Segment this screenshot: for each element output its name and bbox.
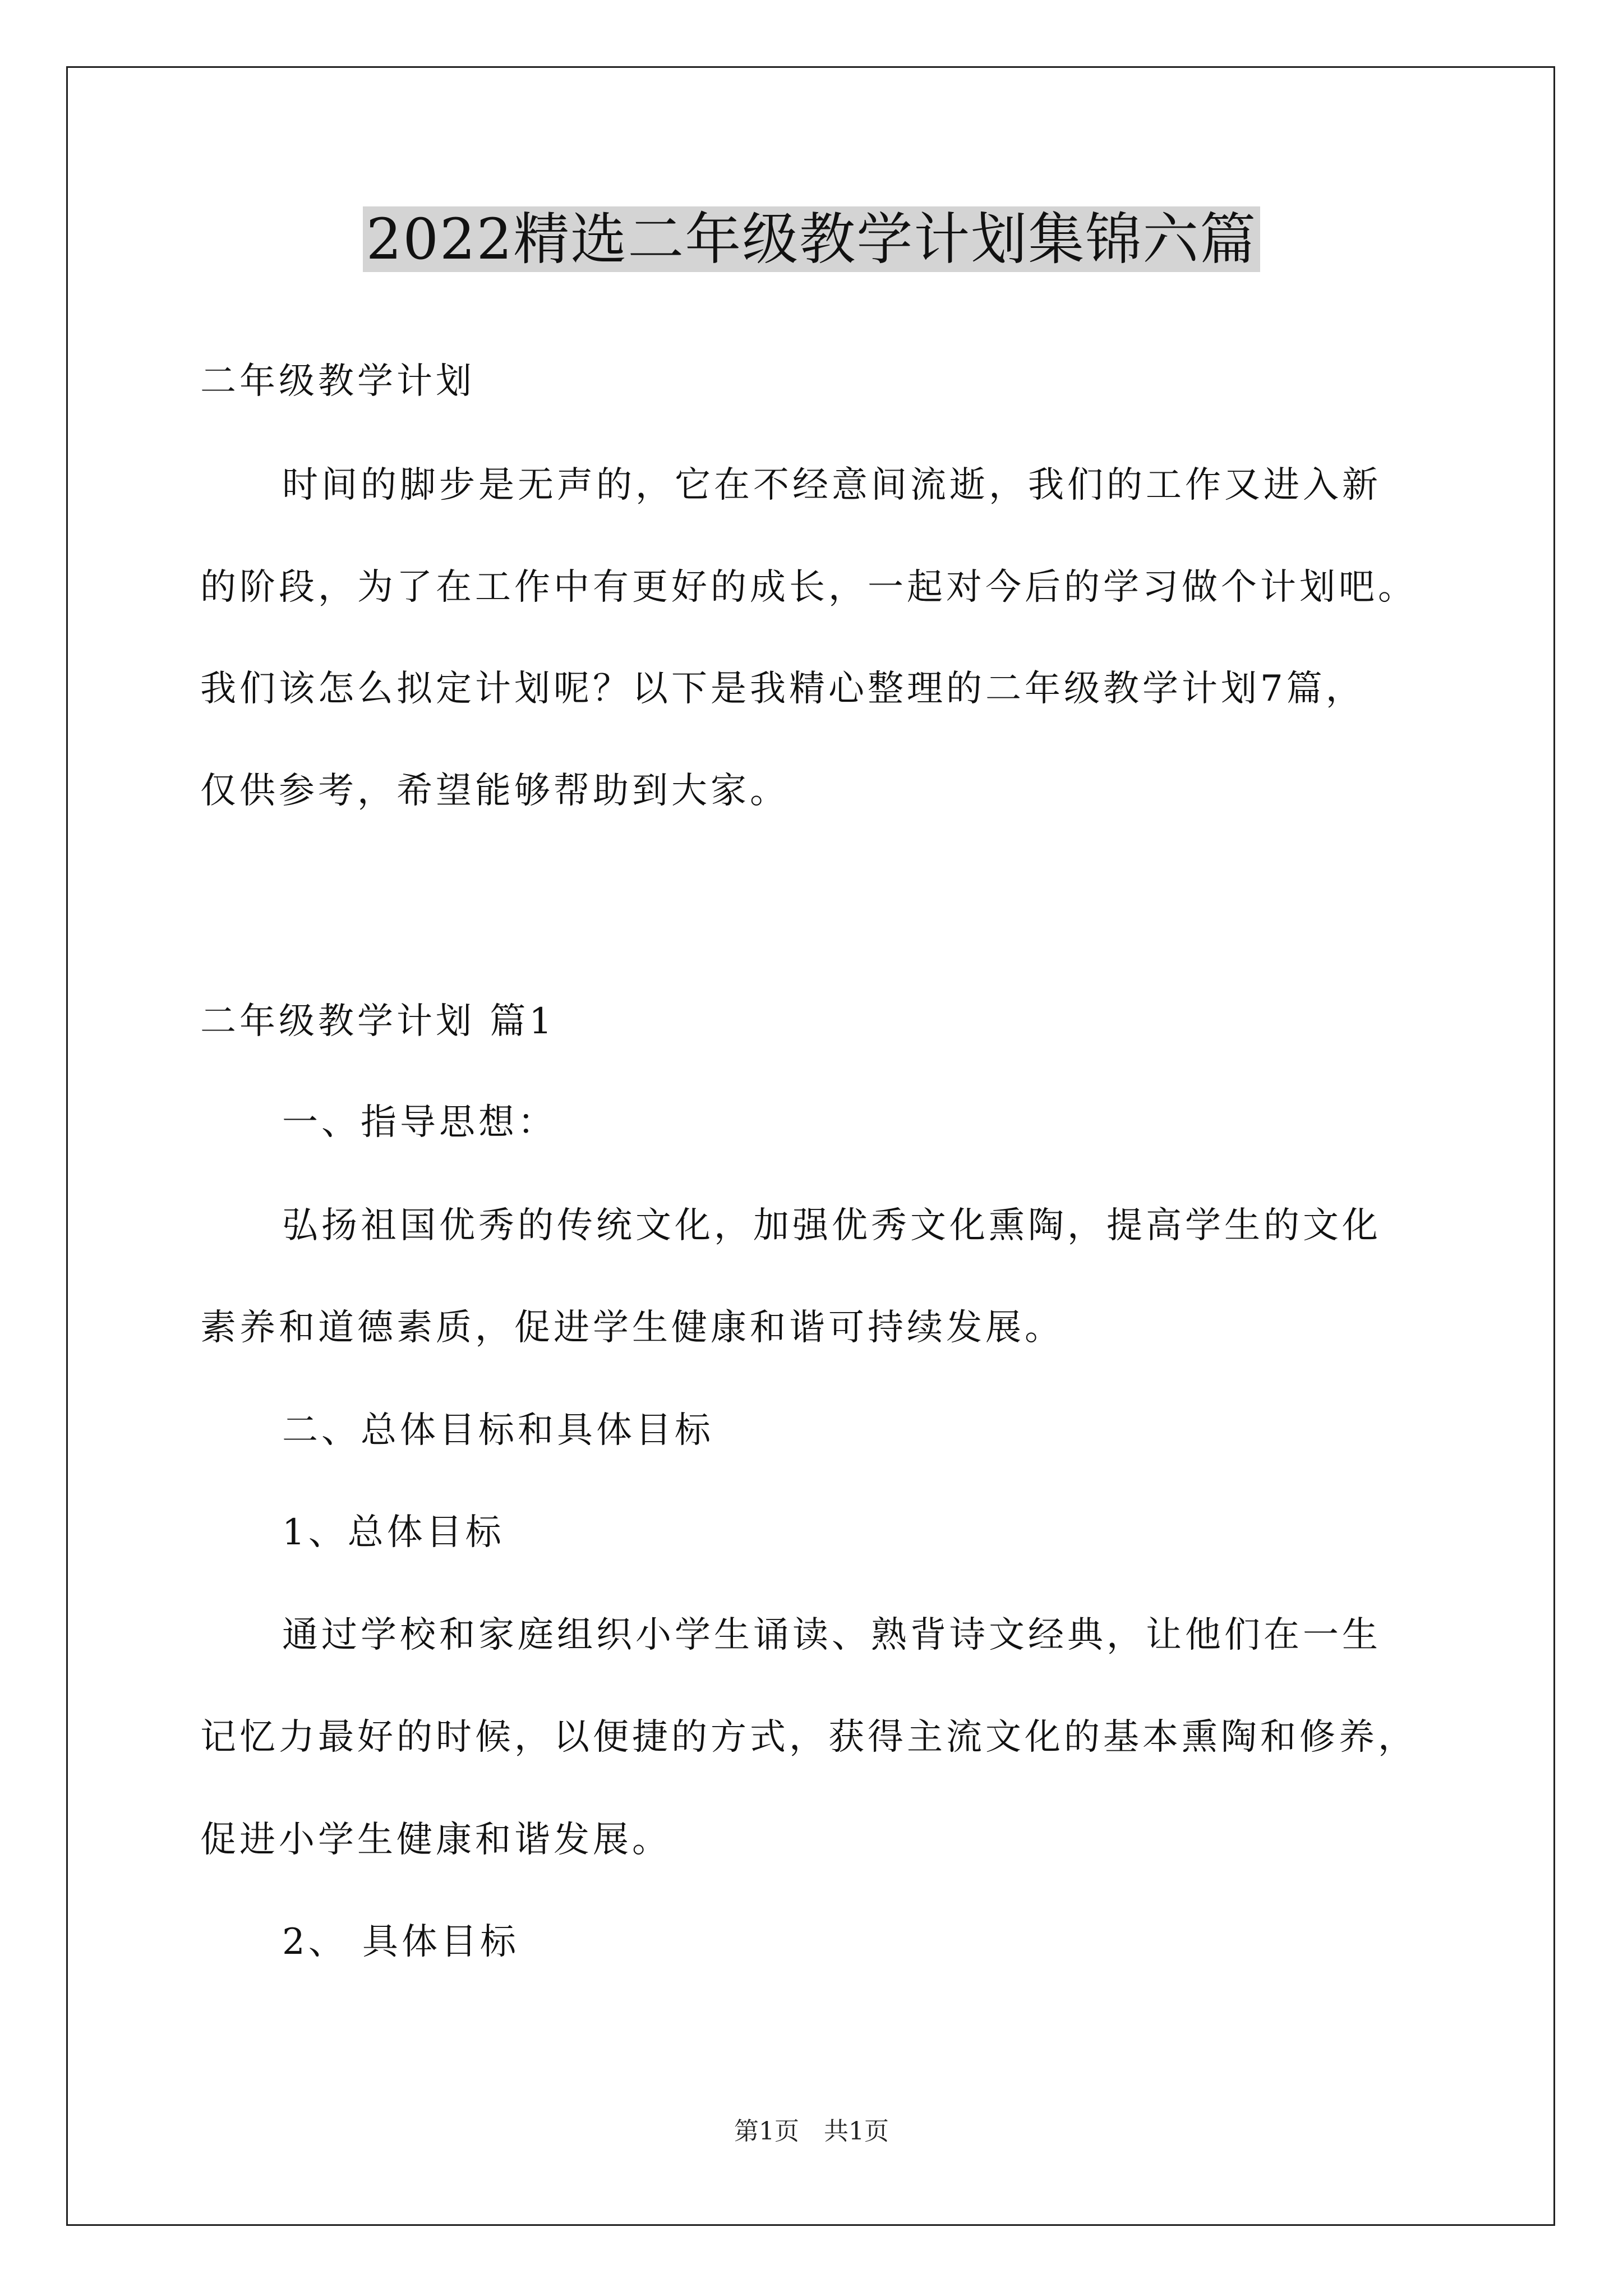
page-footer: 第1页 共1页	[734, 2117, 889, 2146]
paragraph-line: 的阶段，为了在工作中有更好的成长，一起对今后的学习做个计划吧。	[200, 567, 1417, 608]
section-heading: 二年级教学计划 篇1	[200, 1001, 556, 1042]
paragraph-line: 仅供参考，希望能够帮助到大家。	[200, 770, 789, 812]
document-title	[0, 203, 1623, 276]
paragraph-line: 一、指导思想：	[282, 1102, 557, 1143]
paragraph-line: 2、 具体目标	[282, 1921, 520, 1963]
section-heading: 二年级教学计划	[200, 361, 475, 402]
paragraph-line: 我们该怎么拟定计划呢？以下是我精心整理的二年级教学计划7篇，	[200, 668, 1365, 710]
paragraph-line: 素养和道德素质，促进学生健康和谐可持续发展。	[200, 1307, 1064, 1349]
paragraph-line: 记忆力最好的时候，以便捷的方式，获得主流文化的基本熏陶和修养，	[200, 1717, 1417, 1758]
document-title-text: 2022精选二年级教学计划集锦六篇	[363, 206, 1261, 272]
paragraph-line: 时间的脚步是无声的，它在不经意间流逝，我们的工作又进入新	[282, 464, 1381, 506]
paragraph-line: 促进小学生健康和谐发展。	[200, 1819, 671, 1861]
paragraph-line: 弘扬祖国优秀的传统文化，加强优秀文化熏陶，提高学生的文化	[282, 1205, 1381, 1246]
paragraph-line: 1、总体目标	[282, 1512, 505, 1553]
paragraph-line: 通过学校和家庭组织小学生诵读、熟背诗文经典，让他们在一生	[282, 1614, 1381, 1656]
paragraph-line: 二、总体目标和具体目标	[282, 1410, 714, 1451]
